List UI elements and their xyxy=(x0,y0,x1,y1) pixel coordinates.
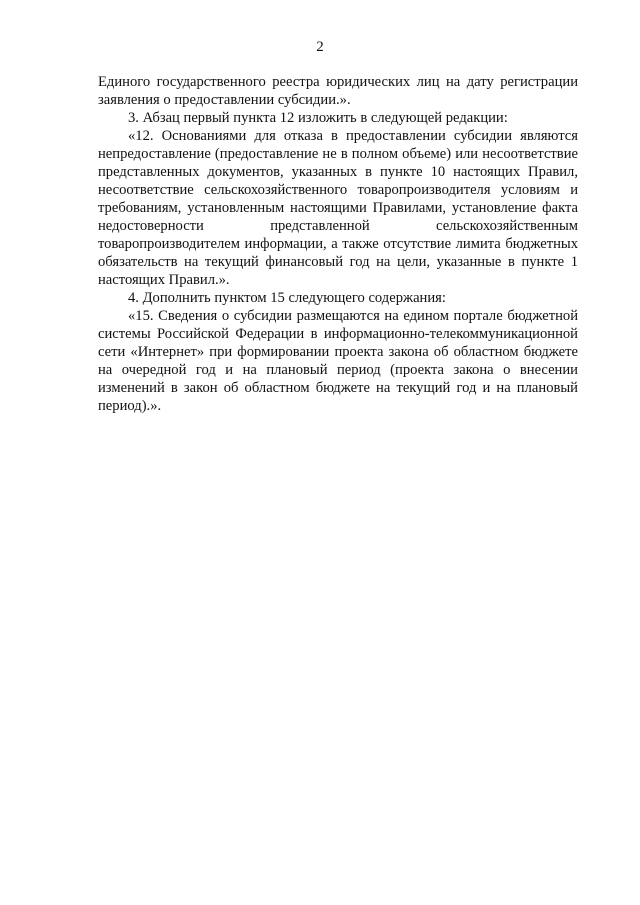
paragraph-item-4: 4. Дополнить пунктом 15 следующего содержания: xyxy=(128,290,446,306)
paragraph-clause-15: «15. Сведения о субсидии размещаются на едином портале бюджетной системы Российской Федерации в информационно-телекоммуникационной сети «Интернет» при формировании проекта закона об областном бюджете на очередной год и на плановый период (проекта закона о внесении изменений в закон об областном бюджете на текущий год и на плановый период).». xyxy=(98,308,578,414)
page-number: 2 xyxy=(316,39,324,55)
paragraph-continuation: Единого государственного реестра юридических лиц на дату регистрации заявления о предоставлении субсидии.». xyxy=(98,74,578,108)
document-body xyxy=(98,73,578,415)
paragraph-clause-12: «12. Основаниями для отказа в предоставлении субсидии являются непредоставление (предоставление не в полном объеме) или несоответствие представленных документов, указанных в пункте 10 настоящих Правил, несоответствие сельскохозяйственного товаропроизводителя условиям и требованиям, установленным настоящими Правилами, установление факта недостоверности представленной сельскохозяйственным товаропроизводителем информации, а также отсутствие лимита бюджетных обязательств на текущий финансовый год на цели, указанные в пункте 1 настоящих Правил.». xyxy=(98,128,578,288)
paragraph-item-3: 3. Абзац первый пункта 12 изложить в следующей редакции: xyxy=(128,110,508,126)
